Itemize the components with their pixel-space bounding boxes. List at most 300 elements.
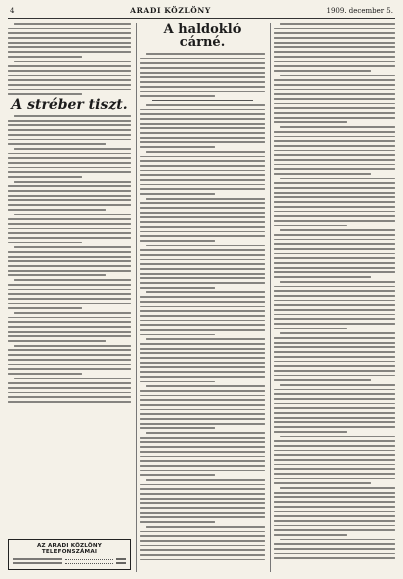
- text-line: [140, 502, 265, 504]
- text-line: [8, 89, 131, 91]
- text-line: [280, 23, 395, 25]
- text-line: [274, 464, 395, 466]
- text-line: [8, 307, 82, 309]
- column-middle: [136, 23, 265, 572]
- text-line: [8, 199, 131, 201]
- text-line: [8, 317, 131, 319]
- text-line: [274, 107, 395, 109]
- text-line: [8, 70, 131, 72]
- text-line: [140, 123, 265, 125]
- text-line: [274, 187, 395, 189]
- text-line: [274, 65, 395, 67]
- text-line: [274, 267, 395, 269]
- text-line: [140, 72, 265, 74]
- text-line: [140, 259, 265, 261]
- text-line: [140, 216, 265, 218]
- text-line: [274, 403, 395, 405]
- text-line: [8, 209, 106, 211]
- text-line: [140, 320, 265, 322]
- text-line: [140, 226, 265, 228]
- text-line: [274, 70, 371, 72]
- text-line: [140, 301, 265, 303]
- text-line: [140, 554, 265, 556]
- text-line: [140, 160, 265, 162]
- text-line: [274, 286, 395, 288]
- text-line: [8, 42, 131, 44]
- text-line: [140, 165, 265, 167]
- text-line: [274, 529, 395, 531]
- text-line: [140, 474, 215, 476]
- text-line: [280, 436, 395, 438]
- text-line: [14, 61, 131, 63]
- streber-article-text: [8, 115, 131, 403]
- text-line: [140, 441, 265, 443]
- text-line: [14, 378, 131, 380]
- text-line: [274, 37, 395, 39]
- text-line: [8, 51, 131, 53]
- text-line: [140, 254, 265, 256]
- text-line: [140, 277, 265, 279]
- text-line: [140, 399, 265, 401]
- text-line: [8, 84, 131, 86]
- telephone-box-title: AZ ARADI KÖZLÖNY TELEFONSZÁMAI: [37, 543, 102, 555]
- text-line: [274, 553, 395, 555]
- text-line: [274, 398, 395, 400]
- text-line: [140, 118, 265, 120]
- column-left: [8, 23, 131, 572]
- text-line: [274, 473, 395, 475]
- text-line: [274, 375, 395, 377]
- text-line: [280, 229, 395, 231]
- text-line: [280, 126, 395, 128]
- text-line: [274, 243, 395, 245]
- text-line: [140, 381, 215, 383]
- paper-name: ARADI KÖZLÖNY: [130, 6, 211, 15]
- text-line: [274, 150, 395, 152]
- text-line: [146, 53, 265, 55]
- text-line: [8, 56, 82, 58]
- text-line: [274, 140, 395, 142]
- text-line: [8, 298, 131, 300]
- text-line: [140, 273, 265, 275]
- text-line: [140, 334, 215, 336]
- text-line: [140, 132, 265, 134]
- text-line: [274, 98, 395, 100]
- text-line: [274, 511, 395, 513]
- text-line: [8, 260, 131, 262]
- text-line: [274, 501, 395, 503]
- text-line: [140, 395, 265, 397]
- text-line: [140, 413, 265, 415]
- text-line: [274, 136, 395, 138]
- text-line: [140, 146, 215, 148]
- text-line: [274, 407, 395, 409]
- text-line: [8, 396, 131, 398]
- text-line: [274, 248, 395, 250]
- text-line: [140, 456, 265, 458]
- text-line: [8, 28, 131, 30]
- text-line: [8, 284, 131, 286]
- text-line: [274, 309, 395, 311]
- text-line: [8, 120, 131, 122]
- text-line: [8, 167, 131, 169]
- text-line: [140, 446, 265, 448]
- text-line: [140, 235, 265, 237]
- text-line: [8, 218, 131, 220]
- text-line: [8, 382, 131, 384]
- text-line: [140, 156, 265, 158]
- text-line: [14, 279, 131, 281]
- text-line: [8, 321, 131, 323]
- text-line: [8, 303, 131, 305]
- text-line: [140, 512, 265, 514]
- text-line: [274, 32, 395, 34]
- text-line: [8, 354, 131, 356]
- text-line: [14, 312, 131, 314]
- text-line: [274, 356, 395, 358]
- text-line: [8, 171, 131, 173]
- text-line: [274, 431, 347, 433]
- text-line: [8, 340, 106, 342]
- text-line: [274, 61, 395, 63]
- text-line: [14, 23, 131, 25]
- text-line: [274, 201, 395, 203]
- text-line: [8, 274, 106, 276]
- text-line: [14, 115, 131, 117]
- text-line: [274, 192, 395, 194]
- text-line: [140, 493, 265, 495]
- text-line: [140, 62, 265, 64]
- text-line: [274, 262, 395, 264]
- text-line: [8, 326, 131, 328]
- text-line: [14, 246, 131, 248]
- text-line: [14, 214, 131, 216]
- text-line: [8, 139, 131, 141]
- text-line: [140, 296, 265, 298]
- text-line: [140, 409, 265, 411]
- text-line: [140, 437, 265, 439]
- issue-date: 1909. december 5.: [326, 7, 393, 15]
- text-line: [274, 117, 395, 119]
- text-line: [274, 328, 347, 330]
- text-line: [146, 198, 265, 200]
- text-line: [274, 496, 395, 498]
- text-line: [8, 162, 131, 164]
- text-line: [274, 346, 395, 348]
- text-line: [274, 257, 395, 259]
- text-line: [140, 545, 265, 547]
- text-line: [274, 314, 395, 316]
- headline-haldoklo-carne: A haldokló cárné.: [163, 23, 242, 50]
- text-line: [280, 75, 395, 77]
- text-line: [8, 256, 131, 258]
- text-line: [140, 535, 265, 537]
- text-line: [274, 206, 395, 208]
- text-line: [140, 263, 265, 265]
- text-line: [8, 46, 131, 48]
- text-line: [8, 401, 131, 403]
- text-line: [274, 459, 395, 461]
- text-line: [274, 492, 395, 494]
- text-line: [274, 215, 395, 217]
- text-line: [140, 113, 265, 115]
- text-line: [146, 338, 265, 340]
- columns: [8, 23, 395, 572]
- text-line: [140, 81, 265, 83]
- text-line: [146, 245, 265, 247]
- text-line: [8, 32, 131, 34]
- text-line: [140, 507, 265, 509]
- text-line: [274, 454, 395, 456]
- text-line: [140, 240, 215, 242]
- text-line: [274, 450, 395, 452]
- text-line: [140, 231, 265, 233]
- text-line: [274, 28, 395, 30]
- text-line: [274, 271, 395, 273]
- text-line: [280, 487, 395, 489]
- text-line: [140, 357, 265, 359]
- text-line: [146, 432, 265, 434]
- text-line: [140, 348, 265, 350]
- text-line: [274, 290, 395, 292]
- text-line: [274, 42, 395, 44]
- text-line: [140, 488, 265, 490]
- text-line: [8, 251, 131, 253]
- text-line: [274, 342, 395, 344]
- text-line: [140, 141, 265, 143]
- text-line: [8, 368, 131, 370]
- masthead: [8, 6, 395, 19]
- text-line: [274, 389, 395, 391]
- text-line: [274, 421, 395, 423]
- text-line: [280, 384, 395, 386]
- text-line: [146, 151, 265, 153]
- text-line: [274, 534, 347, 536]
- text-line: [140, 343, 265, 345]
- text-line: [140, 516, 265, 518]
- text-line: [8, 331, 131, 333]
- text-line: [274, 196, 395, 198]
- text-line: [140, 306, 265, 308]
- text-line: [274, 440, 395, 442]
- text-line: [140, 58, 265, 60]
- text-line: [274, 318, 395, 320]
- text-line: [280, 178, 395, 180]
- text-line: [8, 289, 131, 291]
- text-line: [8, 93, 82, 95]
- text-line: [8, 79, 131, 81]
- text-line: [140, 352, 265, 354]
- text-line: [140, 427, 215, 429]
- text-line: [274, 365, 395, 367]
- text-line: [140, 460, 265, 462]
- text-line: [140, 249, 265, 251]
- text-line: [8, 228, 131, 230]
- text-line: [274, 225, 347, 227]
- text-line: [8, 232, 131, 234]
- text-line: [274, 112, 395, 114]
- text-line: [274, 304, 395, 306]
- text-line: [274, 412, 395, 414]
- text-line: [274, 525, 395, 527]
- text-line: [274, 154, 395, 156]
- text-line: [274, 468, 395, 470]
- text-line: [8, 392, 131, 394]
- text-line: [8, 270, 131, 272]
- text-line: [274, 253, 395, 255]
- telephone-row: [13, 558, 126, 560]
- text-line: [140, 188, 265, 190]
- text-line: [8, 124, 131, 126]
- headline-streber-tiszt: A stréber tiszt.: [11, 97, 128, 114]
- text-line: [274, 164, 395, 166]
- telephone-box: [8, 539, 131, 570]
- text-line: [140, 174, 265, 176]
- text-line: [140, 404, 265, 406]
- text-line: [8, 185, 131, 187]
- text-line: [274, 56, 395, 58]
- text-line: [274, 323, 395, 325]
- column-right: [270, 23, 395, 572]
- text-line: [274, 84, 395, 86]
- text-line: [140, 366, 265, 368]
- text-line: [140, 484, 265, 486]
- text-line: [140, 76, 265, 78]
- text-line: [274, 478, 395, 480]
- text-line: [274, 506, 395, 508]
- text-line: [274, 211, 395, 213]
- text-line: [274, 103, 395, 105]
- text-line: [140, 109, 265, 111]
- text-line: [140, 193, 215, 195]
- text-line: [8, 153, 131, 155]
- text-line: [274, 370, 395, 372]
- text-line: [280, 281, 395, 283]
- text-line: [140, 91, 265, 93]
- text-line: [146, 104, 265, 106]
- text-line: [8, 359, 131, 361]
- telephone-row: [13, 562, 126, 564]
- text-line: [140, 371, 265, 373]
- text-line: [8, 75, 131, 77]
- text-line: [140, 465, 265, 467]
- text-line: [140, 282, 265, 284]
- text-line: [140, 451, 265, 453]
- text-line: [14, 181, 131, 183]
- text-line: [8, 157, 131, 159]
- text-line: [140, 362, 265, 364]
- text-line: [140, 268, 265, 270]
- text-line: [8, 293, 131, 295]
- text-line: [140, 315, 265, 317]
- text-line: [146, 385, 265, 387]
- text-line: [140, 95, 215, 97]
- text-line: [274, 548, 395, 550]
- text-line: [274, 89, 395, 91]
- text-line: [140, 390, 265, 392]
- text-line: [140, 549, 265, 551]
- section-rule: [152, 100, 253, 101]
- text-line: [8, 176, 82, 178]
- text-line: [140, 170, 265, 172]
- text-line: [8, 134, 131, 136]
- text-line: [140, 184, 265, 186]
- text-line: [140, 540, 265, 542]
- page-number: 4: [10, 7, 15, 15]
- text-line: [140, 310, 265, 312]
- text-line: [140, 521, 215, 523]
- text-line: [140, 329, 265, 331]
- text-line: [146, 291, 265, 293]
- text-line: [8, 364, 131, 366]
- text-line: [8, 242, 82, 244]
- text-line: [274, 295, 395, 297]
- text-line: [140, 418, 265, 420]
- text-line: [8, 195, 131, 197]
- text-line: [8, 223, 131, 225]
- text-line: [140, 137, 265, 139]
- left-top-text: [8, 23, 131, 95]
- text-line: [274, 393, 395, 395]
- text-line: [274, 300, 395, 302]
- text-line: [274, 417, 395, 419]
- text-line: [140, 212, 265, 214]
- text-line: [140, 423, 265, 425]
- text-line: [140, 324, 265, 326]
- text-line: [8, 190, 131, 192]
- text-line: [274, 379, 371, 381]
- text-line: [8, 335, 131, 337]
- text-line: [274, 361, 395, 363]
- text-line: [274, 220, 395, 222]
- text-line: [274, 234, 395, 236]
- text-line: [140, 86, 265, 88]
- text-line: [280, 332, 395, 334]
- carne-article-text: [140, 53, 265, 560]
- text-line: [8, 373, 82, 375]
- text-line: [146, 479, 265, 481]
- text-line: [8, 37, 131, 39]
- right-column-text: [274, 23, 395, 559]
- text-line: [274, 351, 395, 353]
- text-line: [274, 173, 371, 175]
- text-line: [140, 67, 265, 69]
- text-line: [274, 168, 395, 170]
- text-line: [8, 129, 131, 131]
- text-line: [8, 204, 131, 206]
- text-line: [14, 345, 131, 347]
- text-line: [14, 148, 131, 150]
- text-line: [8, 237, 131, 239]
- text-line: [140, 127, 265, 129]
- text-line: [274, 93, 395, 95]
- text-line: [140, 470, 265, 472]
- text-line: [140, 531, 265, 533]
- text-line: [140, 207, 265, 209]
- text-line: [274, 131, 395, 133]
- text-line: [274, 515, 395, 517]
- text-line: [140, 202, 265, 204]
- text-line: [274, 51, 395, 53]
- text-line: [274, 426, 395, 428]
- text-line: [140, 376, 265, 378]
- text-line: [274, 337, 395, 339]
- text-line: [8, 143, 106, 145]
- text-line: [274, 445, 395, 447]
- text-line: [274, 145, 395, 147]
- text-line: [146, 526, 265, 528]
- text-line: [274, 121, 347, 123]
